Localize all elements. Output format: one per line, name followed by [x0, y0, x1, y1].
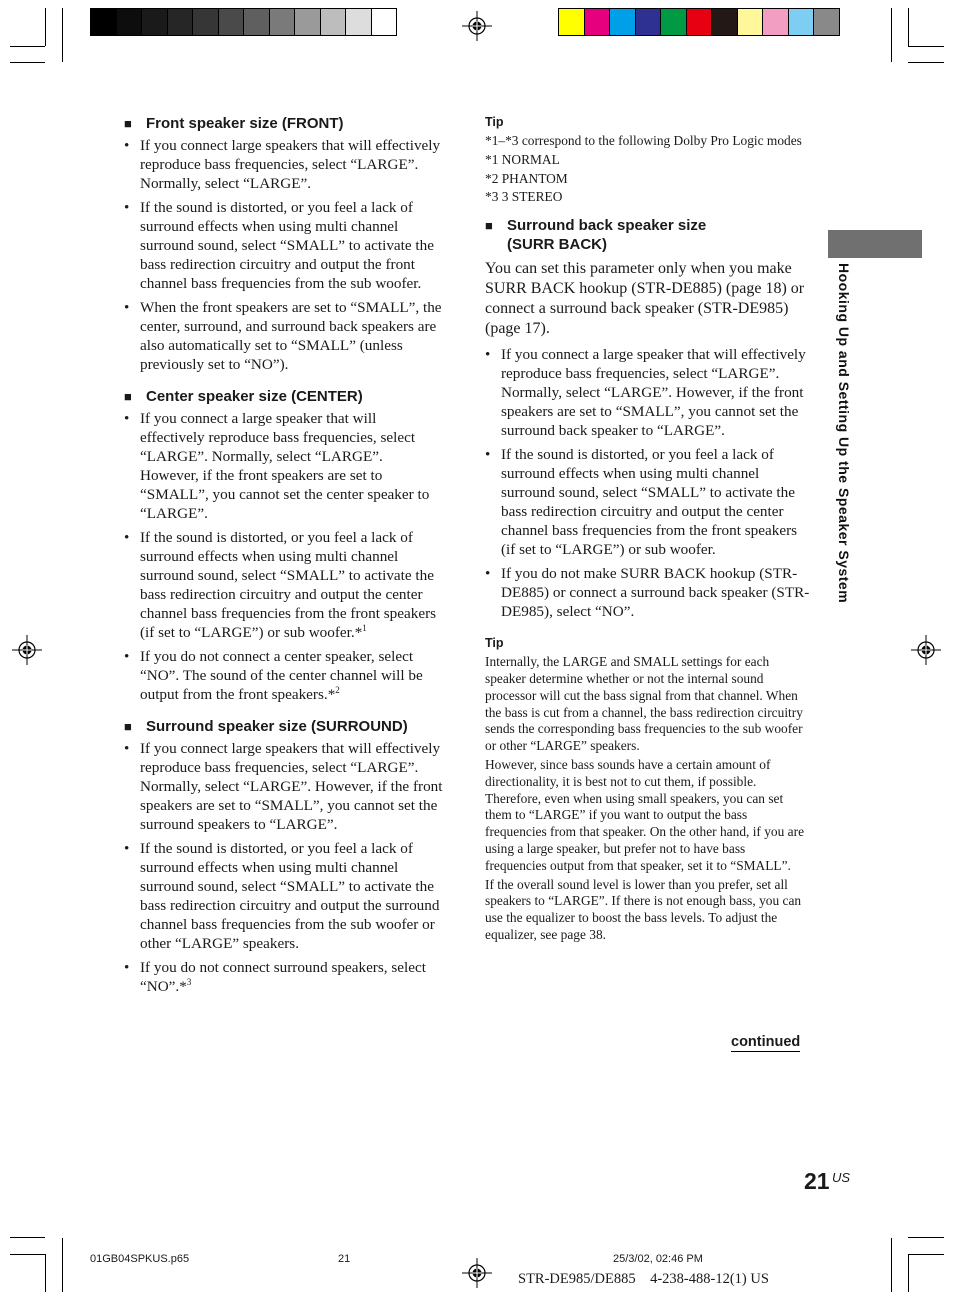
color-swatch [559, 9, 585, 35]
surround-back-section [485, 216, 810, 621]
tip-paragraph: If the overall sound level is lower than you prefer, set all speakers to “LARGE”. If there is not enough bass, you can use the equalizer to boost the bass levels. To adjust the equalizer, see page 38. [485, 876, 802, 942]
list-item: • If you connect a large speaker that will effectively reproduce bass frequencies, select “LARGE”. Normally, select “LARGE”. However, if the front speakers are set to “SMALL”, you cannot set the surround back speaker to “LARGE”. [485, 345, 810, 440]
front-speaker-section [124, 114, 444, 374]
list-item: • If you connect large speakers that will effectively reproduce bass frequencies, select “LARGE”. Normally, select “LARGE”. However, if the front speakers are set to “SMALL”, you cannot set the surround speakers to “LARGE”. [124, 739, 444, 834]
list-item: • If the sound is distorted, or you feel a lack of surround effects when using multi channel surround sound, select “SMALL” to activate the bass redirection circuitry and output the center channel bass frequencies from the front speakers (if set to “LARGE”) or sub woofer.*$^1$ [124, 528, 444, 642]
list-item: • If you do not connect a center speaker, select “NO”. The sound of the center channel will be output from the front speakers.*$^2$ [124, 647, 444, 704]
square-bullet-icon: ■ [124, 389, 132, 404]
heading-text: Center speaker size (CENTER) [146, 388, 363, 405]
tip-dolby-modes [485, 114, 810, 206]
gray-swatch [372, 9, 397, 35]
color-swatch [738, 9, 764, 35]
color-swatch [712, 9, 738, 35]
footnote-ref: * [179, 978, 187, 995]
color-swatch [661, 9, 687, 35]
section-heading [124, 387, 444, 406]
bullet-list [124, 739, 444, 996]
gray-swatch [321, 9, 347, 35]
crosshair-registration-icon [462, 11, 492, 41]
footnote-number: 2 [335, 684, 340, 695]
list-item: • If the sound is distorted, or you feel a lack of surround effects when using multi channel surround sound, select “SMALL” to activate the bass redirection circuitry and output the center channel bass frequencies from the front speakers (if set to “LARGE”) or sub woofer. [485, 445, 810, 559]
tip-large-small [485, 635, 810, 944]
heading-text: Surround back speaker size [507, 217, 707, 235]
footnote-ref: * [354, 624, 363, 641]
crosshair-registration-icon [911, 635, 941, 665]
gray-swatch [168, 9, 194, 35]
list-item: • If the sound is distorted, or you feel a lack of surround effects when using multi channel surround sound, select “SMALL” to activate the bass redirection circuitry and output the front channel bass frequencies from the sub woofer. [124, 198, 444, 293]
tip-paragraph: However, since bass sounds have a certain amount of directionality, it is best not to cut them, if possible. Therefore, even when using small speakers, you can set them to “LARGE” if you want to output the bass frequencies from that speaker. On the other hand, if you are using a large speaker, but prefer not to have bass frequencies output from that speaker, set it to “SMALL”. [485, 756, 805, 873]
square-bullet-icon: ■ [124, 719, 132, 734]
heading-text: Front speaker size (FRONT) [146, 115, 344, 132]
gray-swatch [270, 9, 296, 35]
continued-label: continued [731, 1034, 801, 1050]
gray-swatch [346, 9, 372, 35]
right-column [485, 114, 810, 944]
list-item: • If you do not make SURR BACK hookup (STR-DE885) or connect a surround back speaker (STR-DE985), select “NO”. [485, 564, 810, 621]
heading-text: Surround speaker size (SURROUND) [146, 718, 408, 735]
color-swatch [763, 9, 789, 35]
mode-item: *2 PHANTOM [485, 170, 568, 186]
tip-text: *1–*3 correspond to the following Dolby Pro Logic modes [485, 133, 802, 148]
list-item: • If you connect a large speaker that will effectively reproduce bass frequencies, select “LARGE”. Normally, select “LARGE”. However, if the front speakers are set to “SMALL”, you cannot set the center speaker to “LARGE”. [124, 409, 444, 523]
gray-swatch [142, 9, 168, 35]
gray-swatch [219, 9, 245, 35]
list-item: • If the sound is distorted, or you feel a lack of surround effects when using multi channel surround sound, select “SMALL” to activate the bass redirection circuitry and output the surround channel bass frequencies from the sub woofer or other “LARGE” speakers. [124, 839, 444, 953]
tip-paragraph: Internally, the LARGE and SMALL settings for each speaker determine whether or not the internal sound processor will cut the bass signal from that channel. When the bass is cut from a channel, the bass redirection circuitry sends the corresponding bass frequencies to the sub woofer or other “LARGE” speakers. [485, 654, 803, 754]
surround-speaker-section [124, 717, 444, 996]
square-bullet-icon: ■ [485, 218, 493, 234]
gray-swatch [91, 9, 117, 35]
square-bullet-icon: ■ [124, 116, 132, 131]
crosshair-registration-icon [462, 1258, 492, 1288]
list-item: • When the front speakers are set to “SMALL”, the center, surround, and surround back speakers are also automatically set to “SMALL” (unless previously set to “NO”). [124, 298, 444, 374]
bullet-list [485, 345, 810, 621]
footnote-number: 1 [362, 622, 367, 633]
process-color-bar [558, 8, 840, 36]
list-item: • If you connect large speakers that will effectively reproduce bass frequencies, select “LARGE”. Normally, select “LARGE”. [124, 136, 444, 193]
footer-model: STR-DE985/DE885 4-238-488-12(1) US [518, 1271, 769, 1287]
mode-item: *1 NORMAL [485, 151, 560, 167]
footnote-number: 3 [186, 976, 192, 987]
gray-swatch [117, 9, 143, 35]
paragraph: You can set this parameter only when you make SURR BACK hookup (STR-DE885) (page 18) or connect a surround back speaker (STR-DE985) (page 17). [485, 260, 805, 338]
grayscale-color-bar [90, 8, 397, 36]
side-section-title: Hooking Up and Setting Up the Speaker System [836, 263, 852, 604]
gray-swatch [295, 9, 321, 35]
color-swatch [789, 9, 815, 35]
footnote-ref: * [327, 686, 336, 703]
crosshair-registration-icon [12, 635, 42, 665]
section-heading [485, 216, 810, 254]
bullet-list [124, 409, 444, 704]
tip-label: Tip [485, 115, 504, 129]
gray-swatch [193, 9, 219, 35]
footer-page: 21 [338, 1253, 351, 1265]
tip-label: Tip [485, 636, 504, 651]
color-swatch [687, 9, 713, 35]
footer-filename: 01GB04SPKUS.p65 [90, 1253, 190, 1265]
page-number: 21 [804, 1168, 830, 1194]
list-item: • If you do not connect surround speakers, select “NO”.*$^3$ [124, 958, 444, 996]
color-swatch [636, 9, 662, 35]
section-heading [124, 114, 444, 133]
center-speaker-section [124, 387, 444, 704]
footer-date: 25/3/02, 02:46 PM [613, 1253, 703, 1265]
heading-text: (SURR BACK) [507, 236, 607, 254]
left-column [124, 114, 444, 1001]
section-tab [828, 230, 922, 258]
gray-swatch [244, 9, 270, 35]
page-region-suffix: US [832, 1170, 851, 1185]
bullet-list [124, 136, 444, 374]
section-heading [124, 717, 444, 736]
mode-item: *3 3 STEREO [485, 189, 563, 205]
color-swatch [585, 9, 611, 35]
color-swatch [610, 9, 636, 35]
color-swatch [814, 9, 839, 35]
